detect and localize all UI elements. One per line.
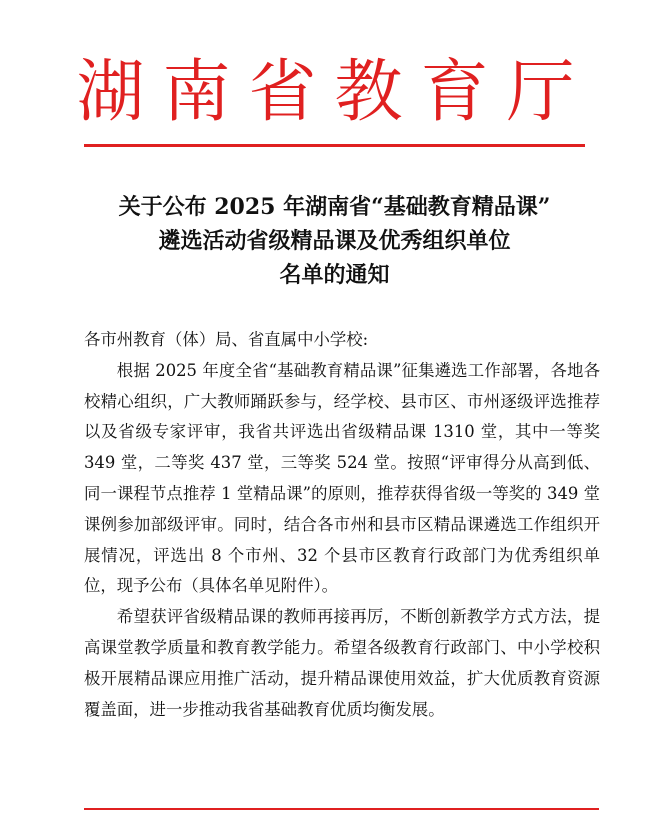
red-divider-top [84,144,585,147]
document-title [40,190,629,292]
title-line-1: 关于公布 2025 年湖南省“基础教育精品课” [118,194,551,220]
title-line-3: 名单的通知 [279,262,390,288]
title-line-2: 遴选活动省级精品课及优秀组织单位 [158,228,511,254]
salutation: 各市州教育（体）局、省直属中小学校: [84,330,369,349]
issuing-authority-header: 湖南省教育厅 [76,53,593,132]
red-divider-bottom [84,808,599,810]
body-paragraph-2: 希望获评省级精品课的教师再接再厉，不断创新教学方式方法，提高课堂教学质量和教育教学能力。希望各级教育行政部门、中小学校积极开展精品课应用推广活动，提升精品课使用效益，扩大优质教育资源覆盖面，进一步推动我省基础教育优质均衡发展。 [84,607,600,719]
document-body [84,325,600,725]
body-paragraph-1: 根据 2025 年度全省“基础教育精品课”征集遴选工作部署，各地各校精心组织，广大教师踊跃参与，经学校、县市区、市州逐级评选推荐以及省级专家评审，我省共评选出省级精品课 1310 堂，其中一等奖 349 堂，二等奖 437 堂，三等奖 524 堂。按照“评审得分从高到低、同一课程节点推荐 1 堂精品课”的原则，推荐获得省级一等奖的 349 堂课例参加部级评审。同时，结合各市州和县市区精品课遴选工作组织开展情况，评选出 8 个市州、32 个县市区教育行政部门为优秀组织单位，现予公布（具体名单见附件）。 [84,360,600,596]
